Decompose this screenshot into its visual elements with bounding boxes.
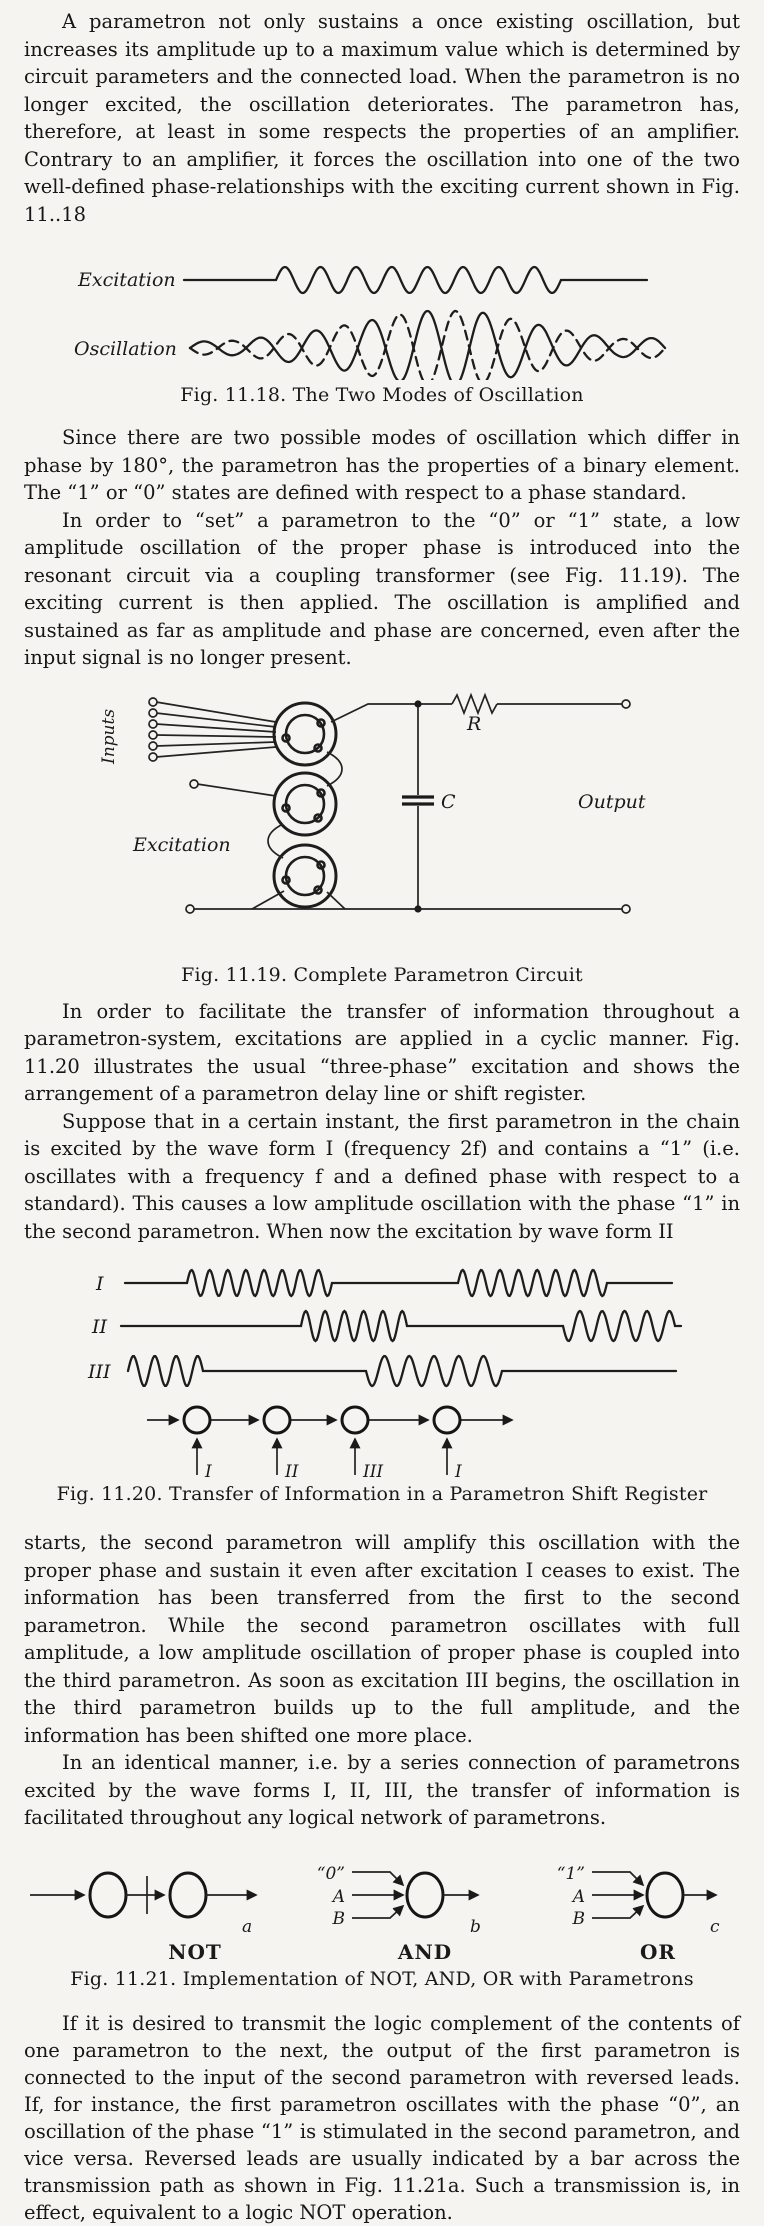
waveform-III [128, 1356, 676, 1386]
core-to-rail-lead [327, 892, 345, 909]
fig-11-18-caption: Fig. 11.18. The Two Modes of Oscillation [180, 384, 584, 406]
fig-11-19-caption: Fig. 11.19. Complete Parametron Circuit [181, 963, 583, 986]
input-leads [149, 698, 276, 761]
and-input-a: A [332, 1886, 345, 1907]
waveform-I [125, 1270, 672, 1296]
parametron-node-3 [342, 1407, 368, 1433]
and-input-b: B [332, 1908, 345, 1929]
chain-excitation-I-2: I [455, 1462, 462, 1481]
waveform-I-label: I [96, 1273, 104, 1295]
fig-11-21-logic-drawing [0, 1862, 764, 1964]
waveform-III-label: III [88, 1361, 111, 1383]
oscillation-mode-1-waveform [190, 311, 665, 380]
resistor-symbol [452, 695, 497, 713]
not-gate-diagram [30, 1873, 256, 1937]
coupling-right [327, 752, 342, 786]
paragraph-identical-manner: In an identical manner, i.e. by a series connection of parametrons excited by the wave forms I, II, III, the transfer of information is facilitated throughout any logical network of parametrons. [24, 1751, 740, 1829]
waveform-II-label: II [92, 1316, 108, 1338]
parametron-node-2 [264, 1407, 290, 1433]
paragraph-not-operation: If it is desired to transmit the logic complement of the contents of one parametron to the next, the output of the first parametron is connected to the input of the second parametron with reversed leads. If, for instance, the first parametron oscillates with the phase “0”, an oscillation of the phase “1” is stimulated in the second parametron, and vice versa. Reversed leads are usually indicated by a bar across the transmission path as shown in Fig. 11.21a. Such a transmission is, in effect, equivalent to a logic NOT operation. [24, 2011, 740, 2224]
parametron-chain [147, 1407, 512, 1481]
or-gate-diagram [557, 1864, 720, 1937]
paragraph-cyclic-excitation: In order to facilitate the transfer of information throughout a parametron-system, excitations are applied in a cyclic manner. Fig. 11.20 illustrates the usual “three-phase” excitation and shows the arrangement of a parametron delay line or shift register. [24, 999, 740, 1105]
parametron-node-4 [434, 1407, 460, 1433]
and-input-0: “0” [316, 1863, 345, 1884]
not-label: NOT [168, 1939, 222, 1964]
paragraph-transfer: starts, the second parametron will amplify this oscillation with the proper phase and sustain it even after excitation I ceases to exist. The information has been transferred from the first to the second parametron. While the second parametron oscillates with full amplitude, a low amplitude oscillation of proper phase is coupled into the third parametron. As soon as excitation III begins, the oscillation in the third parametron builds up to the full amplitude, and the information has been shifted one more place. [24, 1531, 740, 1747]
fig-11-21-caption: Fig. 11.21. Implementation of NOT, AND, OR with Parametrons [70, 1967, 694, 1990]
excitation-label: Excitation [133, 833, 231, 856]
excitation-waveform [184, 267, 647, 293]
figure-11-21 [0, 1862, 764, 1990]
excitation-lead-bottom [252, 891, 284, 909]
inputs-label: Inputs [99, 708, 119, 764]
parametron-node-1 [184, 1407, 210, 1433]
figure-11-19 [0, 684, 764, 986]
paragraph-set-state: In order to “set” a parametron to the “0” or “1” state, a low amplitude oscillation of the proper phase is introduced into the resonant circuit via a coupling transformer (see Fig. 11.19). The exciting current is then applied. The oscillation is amplified and sustained as far as amplitude and phase are concerned, even after the input signal is no longer present. [24, 508, 740, 669]
oscillation-mode-0-waveform [190, 311, 665, 380]
fig-11-19-circuit-drawing [0, 684, 764, 956]
chain-excitation-II: II [285, 1462, 299, 1481]
toroid-core-inputs [274, 703, 336, 765]
excitation-lead-top [197, 784, 276, 796]
sub-label-a: a [242, 1916, 253, 1937]
and-label: AND [397, 1939, 453, 1964]
oscillation-label: Oscillation [74, 338, 177, 360]
or-label: OR [639, 1939, 677, 1964]
capacitor-label: C [441, 790, 456, 813]
sub-label-c: c [710, 1916, 720, 1937]
top-rail-left [331, 704, 452, 722]
or-input-a: A [572, 1886, 585, 1907]
or-input-b: B [572, 1908, 585, 1929]
fig-11-20-shift-register-drawing [0, 1253, 764, 1481]
and-gate-diagram [317, 1864, 481, 1937]
toroid-core-middle [274, 773, 336, 835]
chain-excitation-III: III [363, 1462, 384, 1481]
paragraph-suppose: Suppose that in a certain instant, the first parametron in the chain is excited by the wave form I (frequency 2f) and contains a “1” (i.e. oscillates with a frequency f and a defined phase with respect to a standard). This causes a low amplitude oscillation with the phase “1” in the second parametron. When now the excitation by wave form II [24, 1109, 740, 1243]
sub-label-b: b [470, 1916, 481, 1937]
coupling-left [268, 824, 283, 858]
toroid-core-excitation [274, 845, 336, 907]
paragraph-amplifier: A parametron not only sustains a once existing oscillation, but increases its amplitude up to a maximum value which is determined by circuit parameters and the connected load. When the parametron is no longer excited, the oscillation deteriorates. The parametron has, therefore, at least in some respects the properties of an amplifier. Contrary to an amplifier, it forces the oscillation into one of the two well-defined phase-relationships with the exciting current shown in Fig. 11..18 [24, 10, 740, 226]
output-label: Output [578, 790, 646, 813]
resistor-label: R [467, 712, 482, 735]
or-input-1: “1” [556, 1863, 585, 1884]
waveform-II [121, 1311, 681, 1341]
excitation-label: Excitation [78, 269, 176, 291]
fig-11-18-two-modes-drawing [0, 240, 764, 380]
figure-11-20 [0, 1253, 764, 1505]
fig-11-20-caption: Fig. 11.20. Transfer of Information in a Parametron Shift Register [56, 1483, 708, 1505]
paragraph-binary-element: Since there are two possible modes of oscillation which differ in phase by 180°, the parametron has the properties of a binary element. The “1” or “0” states are defined with respect to a phase standard. [24, 426, 740, 504]
figure-11-18 [0, 240, 764, 406]
chain-excitation-I: I [205, 1462, 212, 1481]
